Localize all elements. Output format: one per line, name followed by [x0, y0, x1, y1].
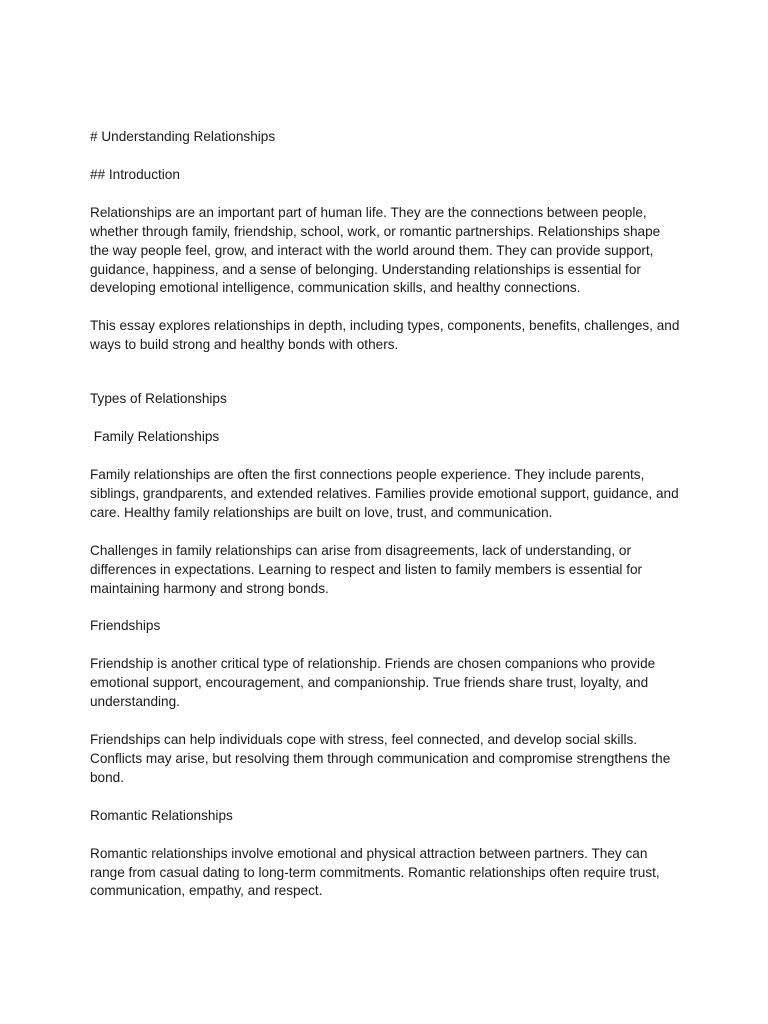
document-body: [90, 128, 684, 901]
intro-paragraph-1: Relationships are an important part of human life. They are the connections between people, whether through family, friendship, school, work, or romantic partnerships. Relationships shape the way people feel, grow, and interact with the world around them. They can provide support, guidance, happiness, and a sense of belonging. Understanding relationships is essential for developing emotional intelligence, communication skills, and healthy connections.: [90, 204, 664, 296]
romantic-paragraph-1: Romantic relationships involve emotional and physical attraction between partners. They can range from casual dating to long-term commitments. Romantic relationships often require trust, communication, empathy, and respect.: [90, 845, 664, 899]
types-heading: Types of Relationships: [90, 391, 227, 407]
friendships-paragraph-1: Friendship is another critical type of relationship. Friends are chosen companions who provide emotional support, encouragement, and companionship. True friends share trust, loyalty, and understanding.: [90, 656, 659, 710]
romantic-heading: Romantic Relationships: [90, 807, 233, 823]
intro-paragraph-2: This essay explores relationships in depth, including types, components, benefits, challenges, and ways to build strong and healthy bonds with others.: [90, 318, 684, 353]
friendships-paragraph-2: Friendships can help individuals cope with stress, feel connected, and develop social skills. Conflicts may arise, but resolving them through communication and compromise strengthens the bond.: [90, 732, 675, 785]
family-paragraph-2: Challenges in family relationships can arise from disagreements, lack of understanding, or differences in expectations. Learning to respect and listen to family members is essential for maintaining harmony and strong bonds.: [90, 542, 646, 596]
friendships-heading: Friendships: [90, 618, 161, 634]
intro-heading: ## Introduction: [90, 166, 180, 182]
family-paragraph-1: Family relationships are often the first connections people experience. They include parents, siblings, grandparents, and extended relatives. Families provide emotional support, guidance, and care. Healthy family relationships are built on love, trust, and communication.: [90, 466, 683, 520]
document-title: # Understanding Relationships: [90, 129, 276, 144]
family-heading: Family Relationships: [90, 429, 220, 445]
